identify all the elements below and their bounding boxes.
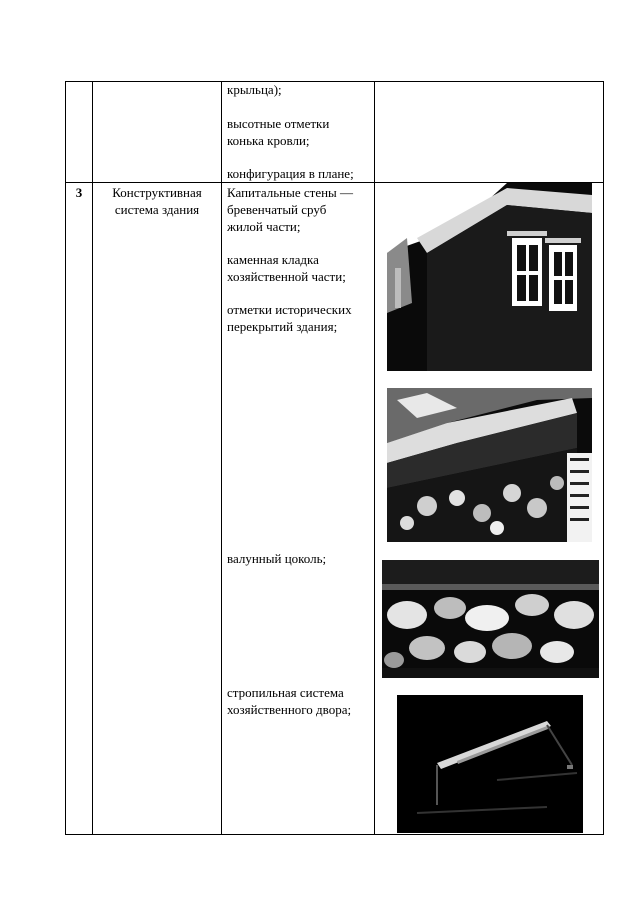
table-top-border: [65, 81, 604, 82]
cell-text-line: конька кровли;: [227, 133, 310, 148]
cell-text-line: высотные отметки: [227, 116, 330, 131]
rafter-system-photo: [397, 695, 583, 833]
col-border-right: [603, 81, 604, 835]
col-border-3: [374, 81, 375, 835]
log-house-facade-photo: [387, 183, 592, 371]
table-bottom-border: [65, 834, 604, 835]
cell-text-line: крыльца);: [227, 82, 282, 97]
cell-text-line: стропильная система: [227, 685, 344, 700]
cell-text-line: хозяйственной части;: [227, 269, 346, 284]
cell-text-line: валунный цоколь;: [227, 551, 327, 566]
cell-text-line: хозяйственного двора;: [227, 702, 352, 717]
cell-text-line: бревенчатый сруб: [227, 202, 327, 217]
row-title-line: Конструктивная: [112, 185, 202, 200]
row-number: 3: [75, 185, 83, 200]
cell-text-line: Капитальные стены —: [227, 185, 354, 200]
stone-outbuilding-photo: [387, 388, 592, 542]
row-title-line: система здания: [114, 202, 200, 217]
boulder-plinth-photo: [382, 560, 599, 678]
cell-text-line: конфигурация в плане;: [227, 166, 354, 181]
col-border-2: [221, 81, 222, 835]
cell-text-line: каменная кладка: [227, 252, 319, 267]
cell-text-line: отметки исторических: [227, 302, 352, 317]
cell-text-line: перекрытий здания;: [227, 319, 338, 334]
cell-text-line: жилой части;: [227, 219, 301, 234]
